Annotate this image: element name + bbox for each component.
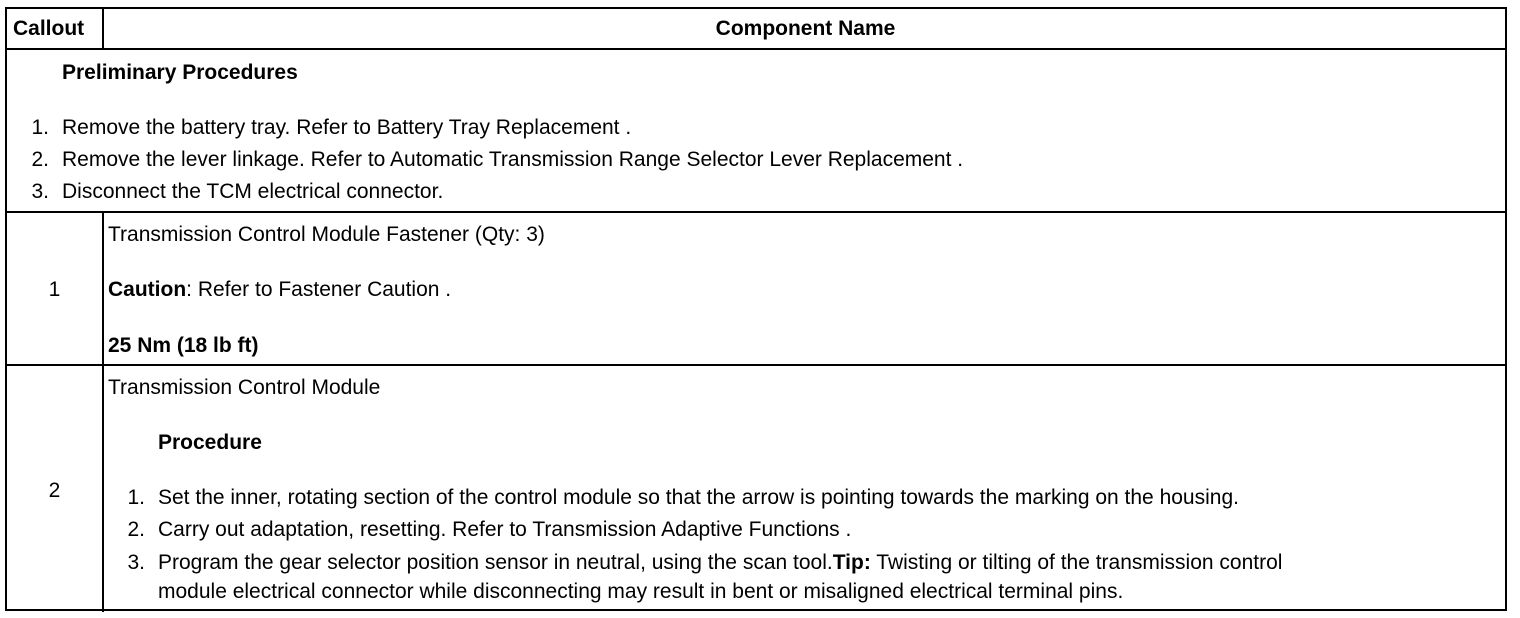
prelim-step-text: Remove the lever linkage. Refer to Automatic Transmission Range Selector Lever Replacement . [62, 148, 964, 171]
caution-line [108, 278, 451, 302]
component-name: Transmission Control Module [108, 376, 381, 399]
prelim-step-text: Remove the battery tray. Refer to Battery Tray Replacement . [62, 116, 632, 139]
procedure-step-text [158, 551, 1282, 575]
row-divider [7, 48, 1505, 50]
row-divider [7, 211, 1505, 213]
component-table [5, 7, 1507, 611]
procedure-step-text: Carry out adaptation, resetting. Refer to Transmission Adaptive Functions . [158, 518, 852, 541]
prelim-step-number: 1. [31, 116, 49, 139]
caution-text: : Refer to Fastener Caution . [186, 278, 452, 301]
callout-number: 1 [48, 278, 61, 301]
procedure-step-number: 2. [127, 518, 145, 541]
procedure-step-text-b: Twisting or tilting of the transmission control [870, 551, 1283, 574]
preliminary-heading: Preliminary Procedures [62, 61, 298, 84]
prelim-step-number: 2. [31, 148, 49, 171]
header-component-name: Component Name [715, 17, 896, 40]
row-divider [7, 364, 1505, 366]
procedure-step-number: 1. [127, 486, 145, 509]
prelim-step-number: 3. [31, 180, 49, 203]
torque-spec: 25 Nm (18 lb ft) [108, 334, 259, 357]
caution-label: Caution [108, 278, 187, 301]
tip-label: Tip: [832, 551, 871, 574]
procedure-step-number: 3. [127, 551, 145, 574]
column-divider [102, 212, 104, 612]
procedure-step-text-a: Program the gear selector position sensor in neutral, using the scan tool. [158, 551, 833, 574]
header-callout: Callout [13, 17, 85, 40]
procedure-step-text-continued: module electrical connector while disconnecting may result in bent or misaligned electrical terminal pins. [158, 580, 1124, 603]
procedure-step-text: Set the inner, rotating section of the control module so that the arrow is pointing towards the marking on the housing. [158, 486, 1239, 509]
procedure-heading: Procedure [158, 431, 262, 454]
prelim-step-text: Disconnect the TCM electrical connector. [62, 180, 444, 203]
component-name: Transmission Control Module Fastener (Qty: 3) [108, 223, 545, 246]
callout-number: 2 [48, 479, 61, 502]
